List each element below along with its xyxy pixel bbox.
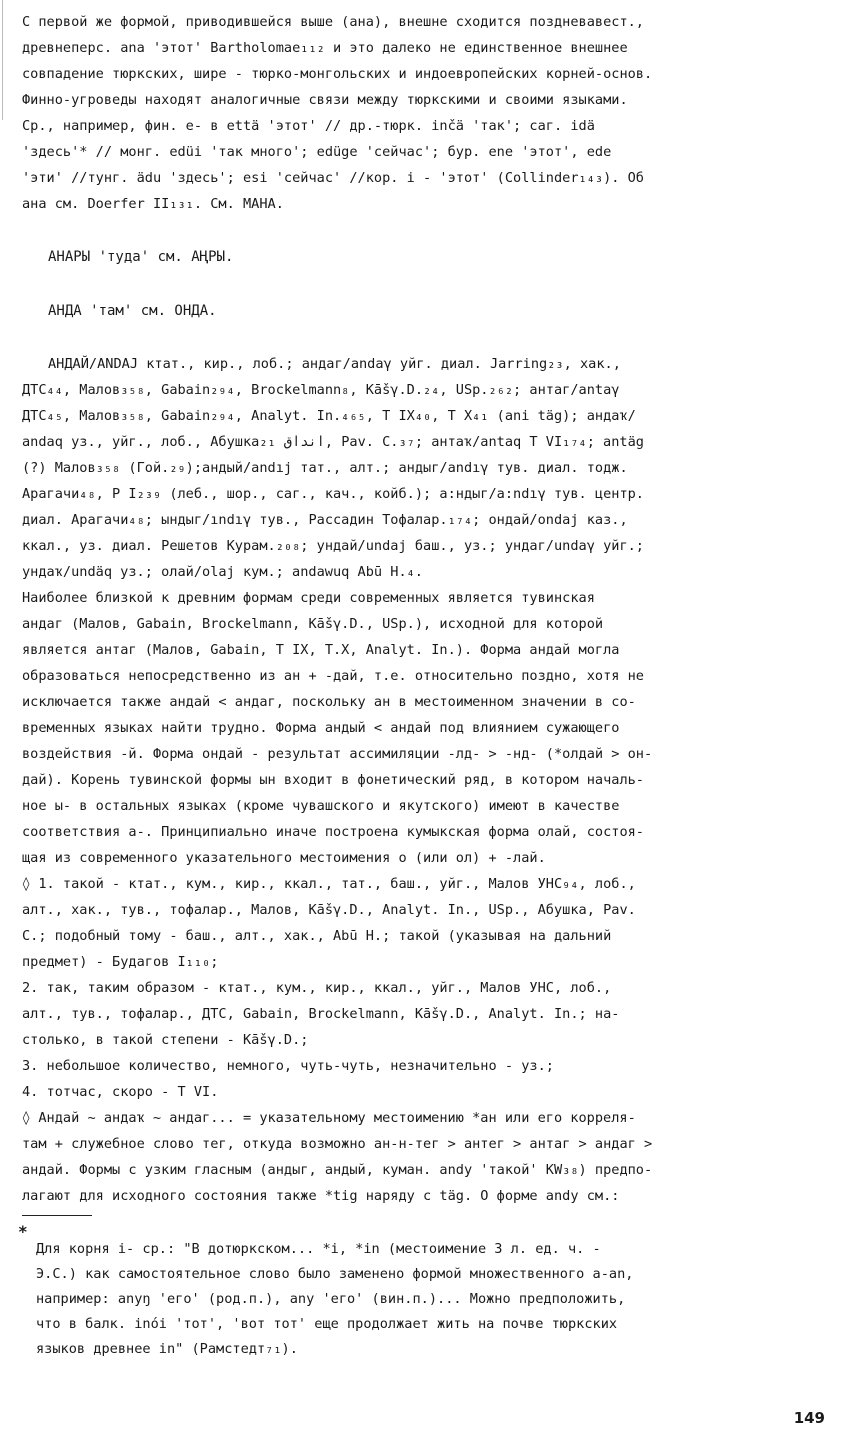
text-line: (?) Малов₃₅₈ (Гой.₂₉);андый/andıj тат., алт.; андыг/andıγ тув. диал. тодж. bbox=[22, 460, 628, 476]
footnote-rule bbox=[22, 1215, 92, 1216]
text-line: щая из современного указательного местоимения о (или ол) + -лай. bbox=[22, 850, 546, 866]
text-line: АНДАЙ/ANDAJ ктат., кир., лоб.; андаг/andaγ уйг. диал. Jarring₂₃, хак., bbox=[48, 356, 621, 372]
text-line: лагают для исходного состояния также *tig наряду с täg. О форме andy см.: bbox=[22, 1188, 620, 1204]
text-line: C.; подобный тому - баш., алт., хак., Abū H.; такой (указывая на дальний bbox=[22, 928, 612, 944]
text-line: ДТС₄₅, Малов₃₅₈, Gabain₂₉₄, Analyt. In.₄₆₅, T IX₄₀, T X₄₁ (ani täg); андаҡ/ bbox=[22, 408, 636, 424]
text-line: является антаг (Малов, Gabain, T IX, T.X, Analyt. In.). Форма андай могла bbox=[22, 642, 620, 658]
footnote-line: Э.С.) как самостоятельное слово было заменено формой множественного a-an, bbox=[36, 1266, 634, 1282]
text-line: 'здесь'* // монг. edüi 'так много'; edüge 'сейчас'; бур. ene 'этот', ede bbox=[22, 144, 612, 160]
text-line: алт., тув., тофалар., ДТС, Gabain, Brockelmann, Kāšγ.D., Analyt. In.; на- bbox=[22, 1006, 620, 1022]
text-line: андай. Формы с узким гласным (андыг, андый, куман. andy 'такой' KW₃₈) предпо- bbox=[22, 1162, 653, 1178]
text-line: Ср., например, фин. e- в että 'этот' // др.-тюрк. inčä 'так'; саг. idä bbox=[22, 118, 595, 134]
text-line: Арагачи₄₈, Р I₂₃₉ (леб., шор., саг., кач., койб.); а:ндыг/a:ndıγ тув. центр. bbox=[22, 486, 644, 502]
text-line: столько, в такой степени - Kāšγ.D.; bbox=[22, 1032, 309, 1048]
text-line: andaq уз., уйг., лоб., Абушка₂₁ انداق, Pav. C.₃₇; антаҡ/antaq T VI₁₇₄; antäg bbox=[22, 434, 644, 450]
text-line: временных языках найти трудно. Форма андый < андай под влиянием сужающего bbox=[22, 720, 620, 736]
page-number: 149 bbox=[793, 1409, 825, 1427]
text-line: дай). Корень тувинской формы ын входит в фонетический ряд, в котором началь- bbox=[22, 772, 644, 788]
text-line: древнеперс. ana 'этот' Bartholomae₁₁₂ и это далеко не единственное внешнее bbox=[22, 40, 628, 56]
footnote-line: что в балк. inói 'тот', 'вот тот' еще продолжает жить на почве тюркских bbox=[36, 1316, 618, 1332]
text-line: исключается также андай < андаг, поскольку ан в местоименном значении в со- bbox=[22, 694, 636, 710]
text-line: 3. небольшое количество, немного, чуть-чуть, незначительно - уз.; bbox=[22, 1058, 554, 1074]
text-line: С первой же формой, приводившейся выше (ана), внешне сходится поздневавест., bbox=[22, 14, 644, 30]
text-line: ное ы- в остальных языках (кроме чувашского и якутского) имеют в качестве bbox=[22, 798, 620, 814]
text-line: предмет) - Будагов I₁₁₀; bbox=[22, 954, 219, 970]
text-line: ккал., уз. диал. Решетов Курам.₂₀₈; ундай/undaj баш., уз.; ундаг/undaγ уйг.; bbox=[22, 538, 644, 554]
text-line: алт., хак., тув., тофалар., Малов, Kāšγ.D., Analyt. In., USp., Абушка, Pav. bbox=[22, 902, 636, 918]
text-line: ◊ Андай ~ андаҡ ~ андаг... = указательному местоимению *ан или его корреля- bbox=[22, 1110, 636, 1126]
text-line: там + служебное слово тег, откуда возможно ан-н-тег > антег > антаг > андаг > bbox=[22, 1136, 653, 1152]
text-line: ундаҡ/undäq уз.; олай/olaj кум.; andawuq Abū H.₄. bbox=[22, 564, 423, 580]
text-line: воздействия -й. Форма ондай - результат ассимиляции -лд- > -нд- (*олдай > он- bbox=[22, 746, 653, 762]
text-line: 'эти' //тунг. ädu 'здесь'; esi 'сейчас' //кор. i - 'этот' (Collinder₁₄₃). Об bbox=[22, 170, 644, 186]
text-line: образоваться непосредственно из ан + -дай, т.е. относительно поздно, хотя не bbox=[22, 668, 644, 684]
text-line: ◊ 1. такой - ктат., кум., кир., ккал., тат., баш., уйг., Малов УНС₉₄, лоб., bbox=[22, 876, 636, 892]
footnote-line: языков древнее in" (Рамстедт₇₁). bbox=[36, 1341, 298, 1357]
footnote-line: Для корня i- ср.: "В дотюркском... *i, *in (местоимение 3 л. ед. ч. - bbox=[36, 1241, 601, 1257]
entry-anda: АНДА 'там' см. ОНДА. bbox=[48, 303, 217, 319]
text-line: 4. тотчас, скоро - T VI. bbox=[22, 1084, 219, 1100]
text-line: ана см. Doerfer II₁₃₁. См. МАНА. bbox=[22, 196, 284, 212]
footnote-line: например: anуŋ 'его' (род.п.), any 'его' (вин.п.)... Можно предположить, bbox=[36, 1291, 626, 1307]
entry-anary: АНАРЫ 'туда' см. АҢРЫ. bbox=[48, 249, 234, 265]
text-line: диал. Арагачи₄₈; ындыг/ındıγ тув., Рассадин Тофалар.₁₇₄; ондай/ondaj каз., bbox=[22, 512, 628, 528]
text-line: соответствия а-. Принципиально иначе построена кумыкская форма олай, состоя- bbox=[22, 824, 644, 840]
footnote-marker: * bbox=[18, 1222, 28, 1241]
text-line: ДТС₄₄, Малов₃₅₈, Gabain₂₉₄, Brockelmann₈, Kāšγ.D.₂₄, USp.₂₆₂; антаг/antaγ bbox=[22, 382, 620, 398]
text-line: Наиболее близкой к древним формам среди современных является тувинская bbox=[22, 590, 595, 606]
text-line: совпадение тюркских, шире - тюрко-монгольских и индоевропейских корней-основ. bbox=[22, 66, 653, 82]
text-line: андаг (Малов, Gabain, Brockelmann, Kāšγ.D., USp.), исходной для которой bbox=[22, 616, 604, 632]
text-line: Финно-угроведы находят аналогичные связи между тюркскими и своими языками. bbox=[22, 92, 628, 108]
text-line: 2. так, таким образом - ктат., кум., кир., ккал., уйг., Малов УНС, лоб., bbox=[22, 980, 612, 996]
scan-edge-mark bbox=[2, 0, 3, 120]
